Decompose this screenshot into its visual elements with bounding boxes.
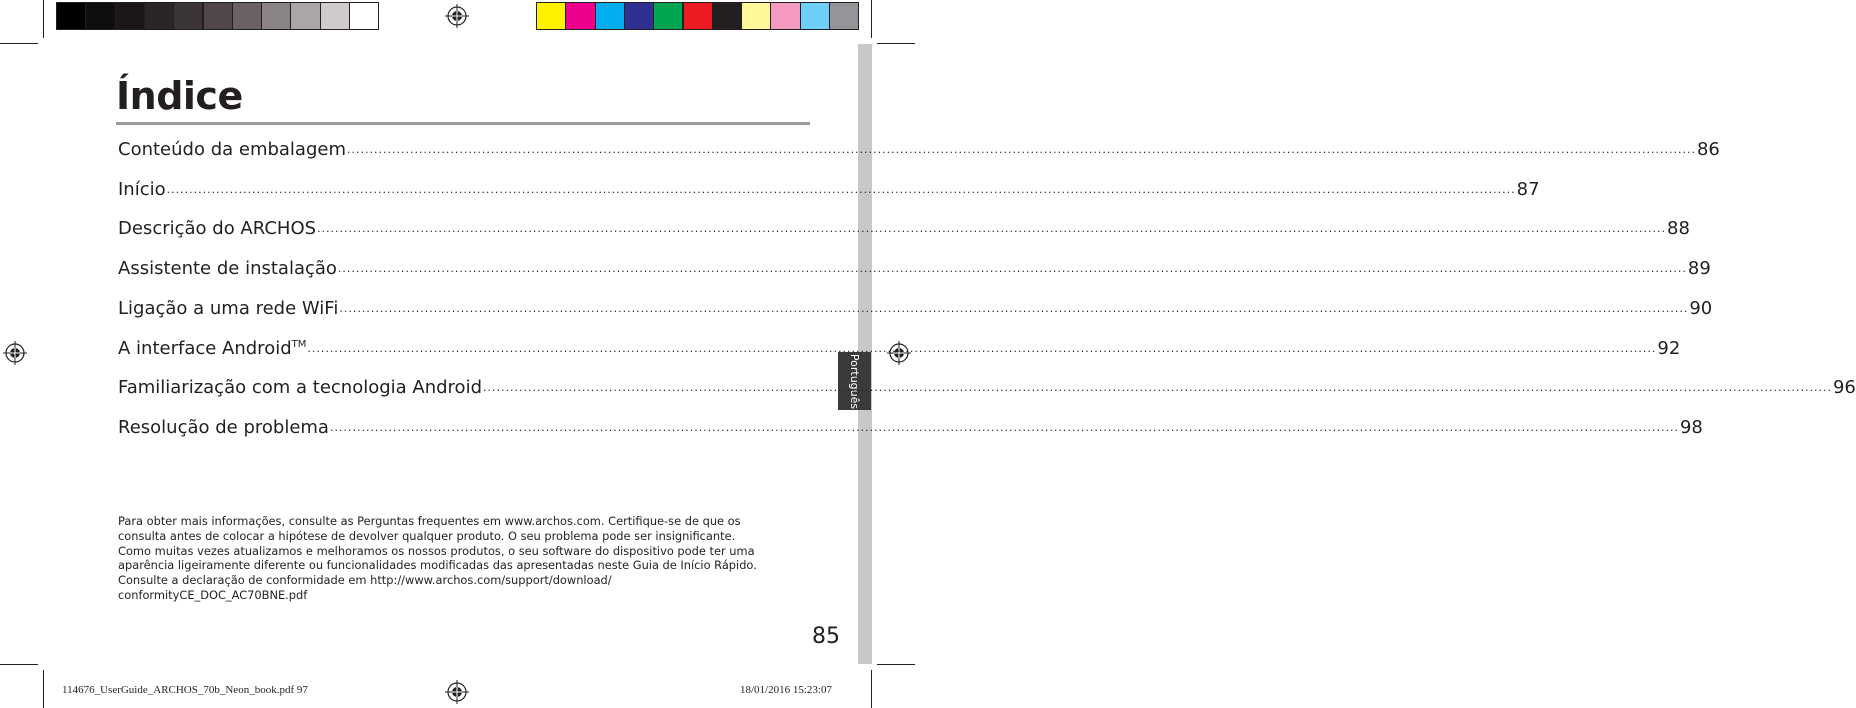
note-line: Para obter mais informações, consulte as Perguntas frequentes em www.archos.com. Certifique-se de que os	[118, 514, 741, 528]
toc-item[interactable]	[118, 293, 1713, 319]
trademark-sup: TM	[291, 339, 307, 350]
color-swatch	[624, 2, 654, 30]
color-swatch	[770, 2, 800, 30]
color-swatch	[741, 2, 771, 30]
color-swatch	[349, 2, 379, 30]
toc-item-page: 87	[1516, 179, 1540, 200]
registration-mark-icon	[445, 680, 469, 704]
language-tab-label: Português	[848, 353, 862, 409]
footer-filename: 114676_UserGuide_ARCHOS_70b_Neon_book.pdf 97	[62, 684, 308, 696]
color-swatch	[173, 2, 203, 30]
page-title: Índice	[116, 74, 243, 118]
toc-item-label: Assistente de instalação	[118, 258, 337, 279]
color-swatch	[290, 2, 320, 30]
registration-mark-icon	[445, 4, 469, 28]
crop-mark	[871, 670, 872, 708]
page-number: 85	[812, 624, 840, 649]
toc-leader-dots: ............................................................................................................................................................................................................................................................................................................	[329, 421, 1679, 434]
color-swatch	[85, 2, 115, 30]
note-line: Como muitas vezes atualizamos e melhoramos os nossos produtos, o seu software do dispositivo pode ter uma	[118, 543, 755, 558]
toc-leader-dots: ............................................................................................................................................................................................................................................................................................................	[339, 302, 1689, 315]
footer-timestamp: 18/01/2016 15:23:07	[740, 684, 832, 696]
registration-mark-icon	[3, 341, 27, 365]
toc-item[interactable]	[118, 412, 1703, 438]
color-swatch	[56, 2, 86, 30]
color-swatch	[712, 2, 742, 30]
color-swatch	[115, 2, 145, 30]
toc-item[interactable]	[118, 174, 1540, 200]
toc-item-label: Conteúdo da embalagem	[118, 139, 346, 160]
toc-item-page: 98	[1679, 417, 1703, 438]
info-note	[118, 514, 808, 603]
color-swatch	[144, 2, 174, 30]
toc-item[interactable]	[118, 213, 1690, 239]
toc-item-label: Início	[118, 179, 166, 200]
toc-item-label-text: A interface Android	[118, 338, 292, 359]
color-swatch	[320, 2, 350, 30]
toc-item-page: 90	[1689, 298, 1713, 319]
toc-leader-dots: ............................................................................................................................................................................................................................................................................................................	[166, 183, 1516, 196]
toc-leader-dots: ............................................................................................................................................................................................................................................................................................................	[483, 381, 1832, 394]
toc-leader-dots: ............................................................................................................................................................................................................................................................................................................	[317, 222, 1667, 235]
toc-item-page: 86	[1696, 139, 1720, 160]
color-swatch	[232, 2, 262, 30]
toc-item-page: 88	[1667, 218, 1690, 239]
crop-mark	[0, 664, 38, 665]
toc-item[interactable]	[118, 134, 1720, 160]
toc-leader-dots: ............................................................................................................................................................................................................................................................................................................	[307, 342, 1657, 355]
color-swatch	[829, 2, 859, 30]
toc-item[interactable]	[118, 253, 1711, 279]
note-line: Consulte a declaração de conformidade em http://www.archos.com/support/download/	[118, 573, 612, 588]
note-line: aparência ligeiramente diferente ou funcionalidades modificadas das apresentadas neste Guia de Início Rápido.	[118, 558, 757, 573]
toc-item-label: Resolução de problema	[118, 417, 329, 438]
toc-item[interactable]	[118, 333, 1681, 359]
toc-leader-dots: ............................................................................................................................................................................................................................................................................................................	[337, 262, 1687, 275]
crop-mark	[0, 43, 38, 44]
color-swatch	[683, 2, 713, 30]
crop-mark	[871, 0, 872, 38]
color-swatch	[536, 2, 566, 30]
toc-item[interactable]	[118, 372, 1856, 398]
toc-item-label: Descrição do ARCHOS	[118, 218, 317, 239]
crop-mark	[877, 43, 915, 44]
color-swatch	[595, 2, 625, 30]
crop-mark	[877, 664, 915, 665]
crop-mark	[43, 0, 44, 38]
toc-item-page: 96	[1832, 377, 1856, 398]
toc-item-label: Ligação a uma rede WiFi	[118, 298, 339, 319]
note-line: consulta antes de colocar a hipótese de devolver qualquer produto. O seu problema pode ser insignificante.	[118, 528, 736, 543]
toc-item-page: 92	[1657, 338, 1681, 359]
toc-item-page: 89	[1687, 258, 1711, 279]
toc-item-label: Familiarização com a tecnologia Android	[118, 377, 482, 398]
note-line: conformityCE_DOC_AC70BNE.pdf	[118, 587, 308, 602]
crop-mark	[43, 670, 44, 708]
color-swatch	[800, 2, 830, 30]
color-swatch	[203, 2, 233, 30]
toc-item-label	[118, 338, 306, 359]
color-swatch	[653, 2, 683, 30]
color-swatch	[261, 2, 291, 30]
title-divider	[116, 122, 810, 125]
color-swatch	[565, 2, 595, 30]
toc-leader-dots: ............................................................................................................................................................................................................................................................................................................	[347, 143, 1696, 156]
